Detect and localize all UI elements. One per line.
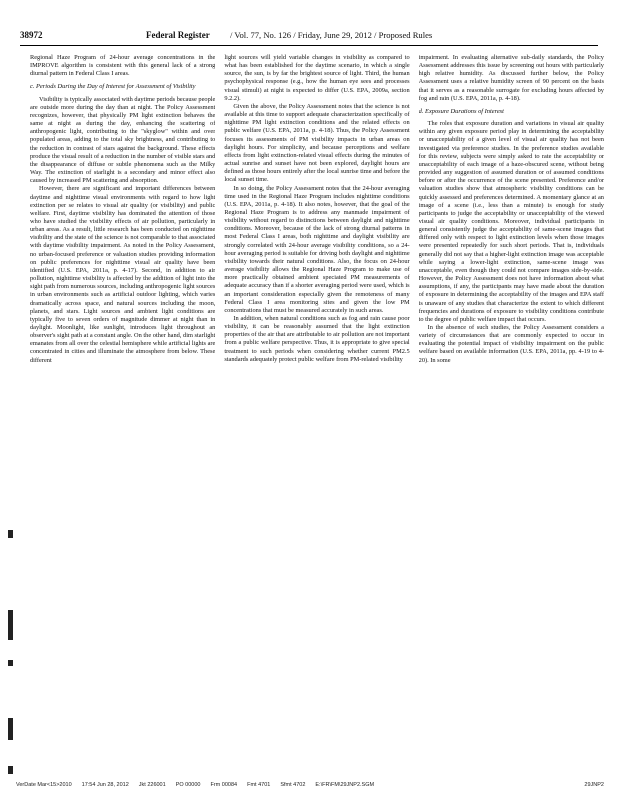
footer-sfmt: Sfmt 4702 [280, 782, 306, 788]
issue-info: / Vol. 77, No. 126 / Friday, June 29, 2012 / Proposed Rules [230, 30, 433, 40]
proof-mark [8, 660, 13, 666]
page-header [20, 30, 598, 44]
proof-mark [8, 610, 13, 640]
paragraph: Visibility is typically associated with daytime periods because people are outside more during the day than at night. The Policy Assessment recognizes, however, that physically PM light extinction behaves the same at night as during the day, enhancing the scattering of anthropogenic light, contributing to the "skyglow" within and over populated areas, adding to the total sky brightness, and contributing to the reduction in contrast of stars against the background. These effects produce the visual result of a reduction in the number of visible stars and the disappearance of diffuse or subtle phenomena such as the Milky Way. The extinction of starlight is a secondary and minor effect also caused by increased PM scattering and absorption. [30, 95, 216, 185]
footer-po: PO 00000 [175, 782, 201, 788]
footer-code: 29JNP2 [584, 782, 604, 788]
footer-jkt: Jkt 226001 [138, 782, 166, 788]
proof-mark [8, 530, 13, 538]
footer-time: 17:54 Jun 28, 2012 [81, 782, 129, 788]
paragraph: Regional Haze Program of 24-hour average concentrations in the IMPROVE algorithm is consistent with this general lack of a strong diurnal pattern in Federal Class I areas. [30, 54, 216, 78]
paragraph: light sources will yield variable changes in visibility as compared to what has been established for the daytime scenario, in which a single source, the sun, is by far the brightest source of light. Third, the human psychophysical response (e.g., how the human eye sees and processes visual stimuli) at night is expected to differ (U.S. EPA, 2009a, section 9.2.2). [224, 54, 410, 102]
margin-proof-marks [5, 460, 17, 780]
footer-verdate: VerDate Mar<15>2010 [16, 782, 72, 788]
footer-fmt: Fmt 4701 [247, 782, 271, 788]
page-footer [16, 780, 604, 790]
page-number: 38972 [20, 30, 43, 40]
body-columns [30, 54, 604, 774]
footer-file: E:\FR\FM\29JNP2.SGM [315, 782, 375, 788]
section-heading: c. Periods During the Day of Interest for Assessment of Visibility [30, 83, 196, 91]
paragraph: However, there are significant and important differences between daytime and nighttime visual environments with regard to how light extinction per se relates to visual air quality (or visibility) and public welfare. First, daytime visibility has dominated the attention of those who have studied the visibility effects of air pollution, particularly in urban areas. As a result, little research has been conducted on nighttime visibility and the state of the science is not comparable to that associated with daytime visibility impairment. As noted in the Policy Assessment, no urban-focused preference or valuation studies providing information on public preferences for nighttime visual air quality have been identified (U.S. EPA, 2011a, p. 4-17). Second, in addition to air pollution, nighttime visibility is affected by the addition of light into the sight path from numerous sources, including anthropogenic light sources in urban environments such as artificial outdoor lighting, which varies dramatically across space, and natural sources including the moon, planets, and stars. Light sources and ambient light conditions are typically five to seven orders of magnitude dimmer at night than in daylight. Moonlight, like sunlight, introduces light throughout an observer's sight path at a constant angle. On the other hand, dim starlight emanates from all over the celestial hemisphere while artificial lights are concentrated in cities and illuminate the atmosphere from below. These different [30, 185, 216, 364]
paragraph: In so doing, the Policy Assessment notes that the 24-hour averaging time used in the Regional Haze Program includes nighttime conditions (U.S. EPA, 2011a, p. 4-18). It also notes, however, that the goal of the Regional Haze Program is to address any manmade impairment of visibility without regard to distinctions between daylight and nighttime conditions. Moreover, because of the lack of strong diurnal patterns in most Federal Class I areas, both nighttime and daylight visibility are strongly correlated with 24-hour average visibility conditions, so a 24-hour averaging period is suitable for driving both daylight and nighttime visibility towards their natural conditions. Also, the focus on 24-hour average visibility allows the Regional Haze Program to make use of more practically obtained ambient speciated PM measurements of adequate accuracy than if a shorter averaging period were used, which is an important consideration especially given the remoteness of many Federal Class I area monitoring sites and given the low PM concentrations that must be measured accurately in such areas. [224, 184, 410, 314]
paragraph: The roles that exposure duration and variations in visual air quality within any given exposure period play in determining the acceptability or unacceptability of a given level of visual air quality has not been investigated via preference studies. In the preference studies available for this review, subjects were simply asked to rate the acceptability or unacceptability of each image of a haze-obscured scene, without being provided any suggestion of assumed duration or of assumed conditions before or after the occurrence of the scene presented. Preference and/or valuation studies show that atmospheric visibility conditions can be quickly assessed and preferences determined. A momentary glance at an image of a scene (i.e., less than a minute) is enough for study participants to judge the acceptability or unacceptability of the viewed visual air quality conditions. Moreover, individual participants in general consistently judge the acceptability of same-scene images that differed only with respect to light extinction levels when those images were presented repeatedly for such short periods. That is, individuals generally did not say that a higher-light extinction image was acceptable while saying a lower-light extinction, same-scene image was unacceptable, even though they could not compare images side-by-side. However, the Policy Assessment does not have information about what assumptions, if any, the participants may have made about the duration of exposure in determining the acceptability of the images and EPA staff is unaware of any studies that characterize the extent to which different frequencies and durations of exposure to visibility conditions contribute to the degree of public welfare impact that occurs. [418, 120, 604, 323]
column-1 [30, 54, 215, 774]
column-3 [419, 54, 604, 774]
proof-mark [8, 766, 13, 774]
footer-frm: Frm 00084 [210, 782, 238, 788]
column-2 [224, 54, 409, 774]
header-rule [20, 45, 598, 46]
paragraph: In the absence of such studies, the Policy Assessment considers a variety of circumstances that are commonly expected to occur in evaluating the potential impact of visibility impairment on the public welfare based on available information (U.S. EPA, 2011a, pp. 4-19 to 4-20). In some [418, 324, 604, 364]
paragraph: impairment. In evaluating alternative sub-daily standards, the Policy Assessment addresses this issue by screening out hours with particularly high relative humidity. As discussed further below, the Policy Assessment uses a relative humidity screen of 90 percent on the basis that it serves as a reasonable surrogate for excluding hours affected by fog and rain (U.S. EPA, 2011a, p. 4-18). [418, 54, 604, 102]
paragraph: In addition, when natural conditions such as fog and rain cause poor visibility, it can be reasonably assumed that the light extinction properties of the air that are attributable to air pollution are not important from a public welfare perspective. Thus, it is appropriate to give special treatment to such periods when considering whether current PM2.5 standards adequately protect public welfare from PM-related visibility [224, 315, 410, 363]
section-heading: d. Exposure Durations of Interest [418, 107, 504, 115]
paragraph: Given the above, the Policy Assessment notes that the science is not available at this time to support adequate characterization specifically of nighttime PM light extinction conditions and the related effects on public welfare (U.S. EPA, 2011a, p. 4-18). Thus, the Policy Assessment focuses its assessments of PM visibility impacts in urban areas on daylight hours. For simplicity, and because perceptions and welfare effects from light extinction-related visual effects during the minutes of actual sunrise and sunset have not been explored, daylight hours are defined as those hours entirely after the local sunrise time and before the local sunset time. [224, 102, 410, 184]
publication-name: Federal Register [146, 30, 210, 40]
proof-mark [8, 718, 13, 740]
